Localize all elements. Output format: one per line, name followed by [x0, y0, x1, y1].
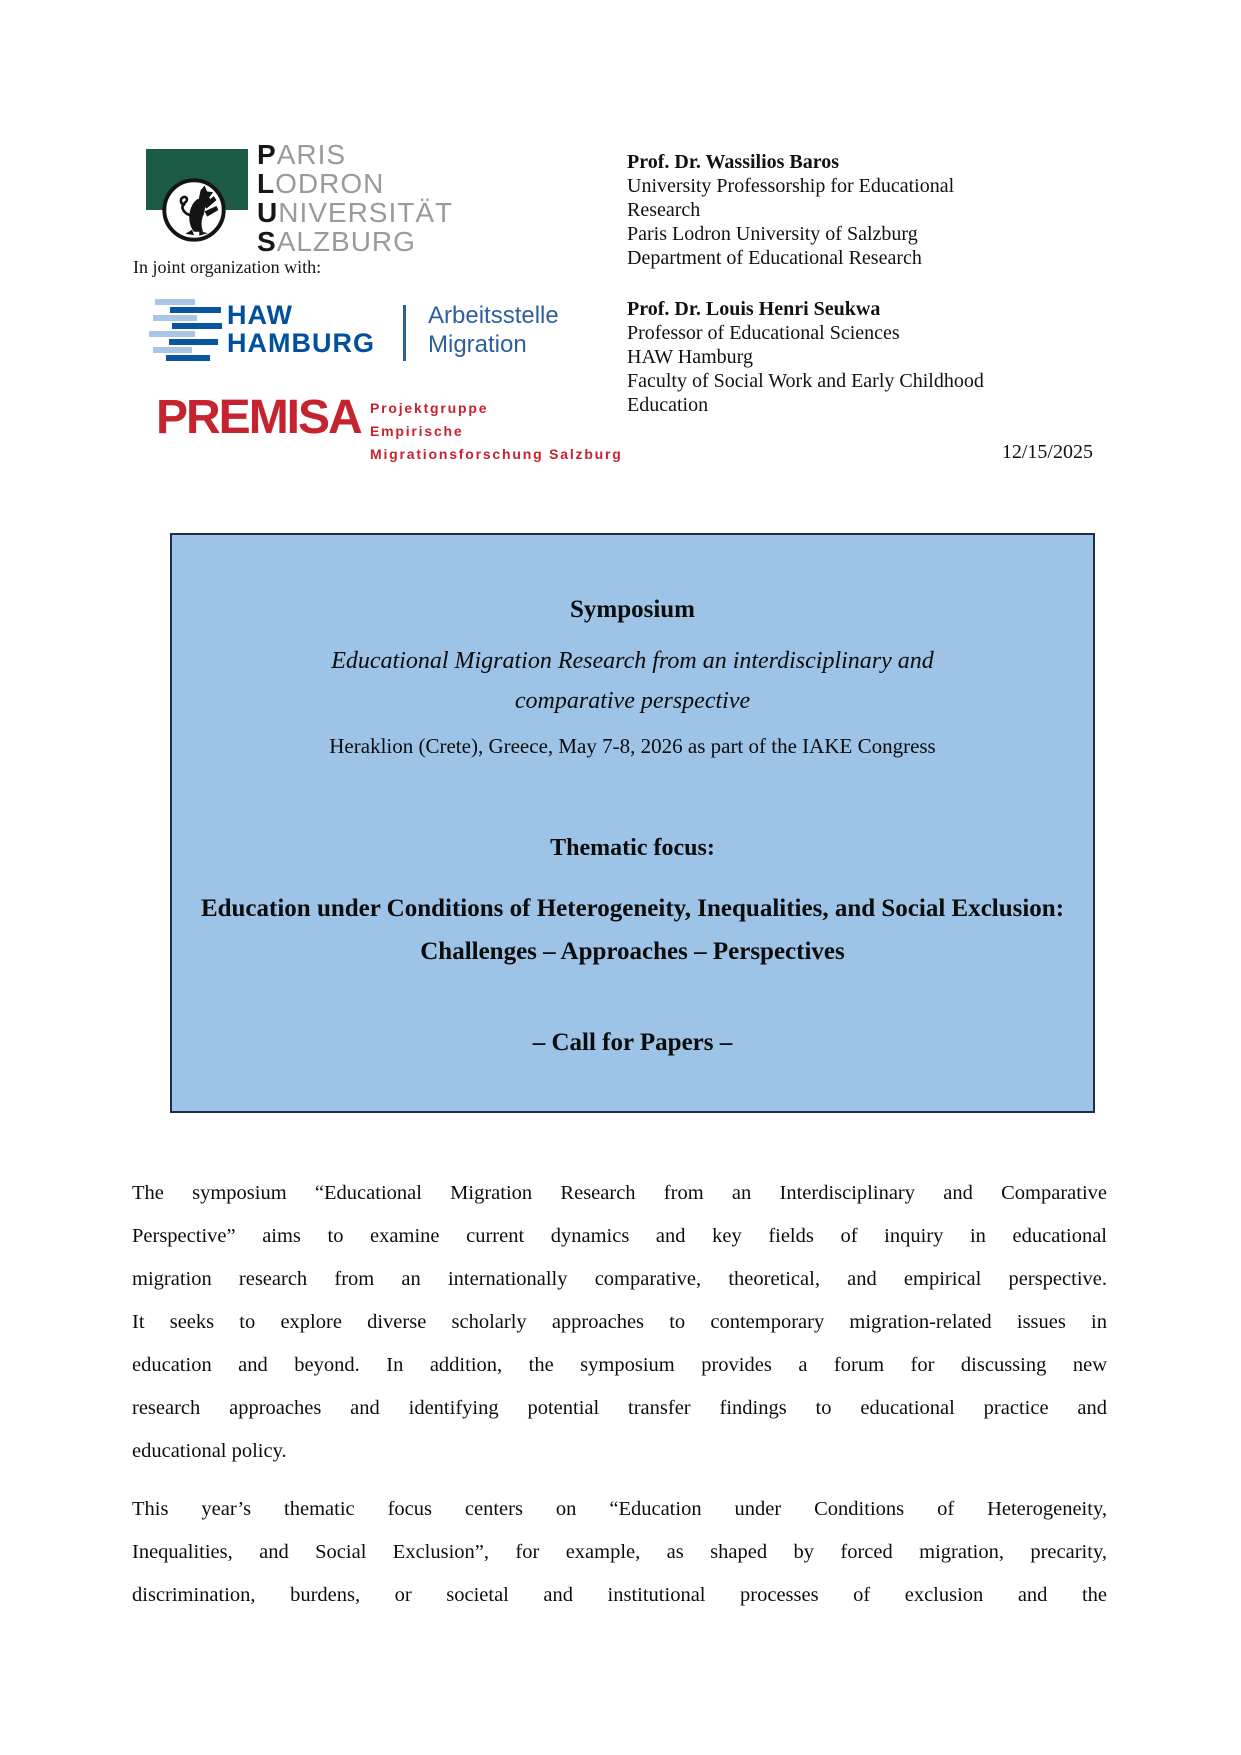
premisa-tag2: Empirische Migrationsforschung Salzburg — [370, 423, 623, 462]
paragraph-line: This year’s thematic focus centers on “Education under Conditions of Heterogeneity, — [132, 1498, 1107, 1520]
wordmark-line — [257, 169, 453, 198]
document-date: 12/15/2025 — [1001, 441, 1093, 463]
unit-line1: Arbeitsstelle — [428, 302, 559, 329]
paragraph — [132, 1488, 1107, 1617]
haw-bars-icon — [145, 299, 225, 365]
paragraph-line: discrimination, burdens, or societal and institutional processes of exclusion and the — [132, 1584, 1107, 1606]
lion-emblem-icon — [161, 177, 227, 243]
paragraph — [132, 1172, 1107, 1473]
contact-line: Research — [627, 199, 701, 221]
body-text — [132, 1172, 1107, 1632]
plus-university-logo — [133, 128, 473, 260]
contact-line: Paris Lodron University of Salzburg — [627, 223, 918, 245]
paragraph-line: research approaches and identifying potential transfer findings to educational practice and — [132, 1397, 1107, 1419]
premisa-tag1: Projektgruppe — [370, 400, 489, 416]
paragraph-line: The symposium “Educational Migration Research from an Interdisciplinary and Comparative — [132, 1182, 1107, 1204]
contact-baros — [627, 150, 1097, 270]
banner-focus-label: Thematic focus: — [550, 835, 715, 861]
haw-name — [227, 301, 375, 357]
premisa-name: PREMISA — [156, 391, 361, 444]
wordmark-lead: U — [257, 197, 279, 228]
wordmark-line — [257, 140, 453, 169]
banner-subtitle: Educational Migration Research from an interdisciplinary and comparative perspective — [331, 648, 934, 714]
joint-organization-text: In joint organization with: — [133, 257, 322, 277]
wordmark-lead: S — [257, 226, 277, 257]
paragraph-line: education and beyond. In addition, the symposium provides a forum for discussing new — [132, 1354, 1107, 1376]
wordmark-line — [257, 227, 453, 256]
paragraph-line: migration research from an internationally comparative, theoretical, and empirical perspective. — [132, 1268, 1107, 1290]
arbeitsstelle-migration-label — [428, 301, 559, 359]
haw-name-line1: HAW — [227, 300, 293, 330]
wordmark-rest: NIVERSITÄT — [278, 197, 454, 228]
contact-name: Prof. Dr. Louis Henri Seukwa — [627, 298, 881, 320]
wordmark-line — [257, 198, 453, 227]
paragraph-line: It seeks to explore diverse scholarly approaches to contemporary migration-related issues in — [132, 1311, 1107, 1333]
contact-seukwa — [627, 297, 1097, 417]
call-for-papers-label: – Call for Papers – — [532, 1029, 733, 1056]
banner-focus-title: Education under Conditions of Heterogeneity, Inequalities, and Social Exclusion: Challenges – Approaches – Perspectives — [200, 895, 1065, 965]
contact-line: HAW Hamburg — [627, 346, 753, 368]
banner-title: Symposium — [569, 596, 696, 623]
contact-blocks — [627, 150, 1097, 417]
plus-wordmark — [257, 140, 453, 256]
contact-line: Professor of Educational Sciences — [627, 322, 900, 344]
contact-line: Department of Educational Research — [627, 247, 922, 269]
wordmark-rest: ODRON — [275, 168, 385, 199]
contact-line: Faculty of Social Work and Early Childhood — [627, 370, 984, 392]
premisa-tagline — [370, 397, 636, 466]
premisa-logo — [156, 390, 636, 462]
contact-name: Prof. Dr. Wassilios Baros — [627, 151, 840, 173]
contact-line: University Professorship for Educational — [627, 175, 955, 197]
logo-divider — [403, 305, 406, 361]
paragraph-line: educational policy. — [132, 1440, 287, 1462]
wordmark-lead: L — [257, 168, 276, 199]
contact-line: Education — [627, 394, 709, 416]
wordmark-rest: ARIS — [276, 139, 347, 170]
wordmark-rest: ALZBURG — [276, 226, 416, 257]
haw-hamburg-logo — [145, 299, 559, 369]
banner-location: Heraklion (Crete), Greece, May 7-8, 2026 as part of the IAKE Congress — [329, 734, 936, 758]
haw-name-line2: HAMBURG — [227, 328, 375, 358]
symposium-banner — [170, 533, 1095, 1113]
paragraph-line: Inequalities, and Social Exclusion”, for example, as shaped by forced migration, precarity, — [132, 1541, 1107, 1563]
paragraph-line: Perspective” aims to examine current dynamics and key fields of inquiry in educational — [132, 1225, 1107, 1247]
unit-line2: Migration — [428, 331, 527, 358]
wordmark-lead: P — [257, 139, 277, 170]
